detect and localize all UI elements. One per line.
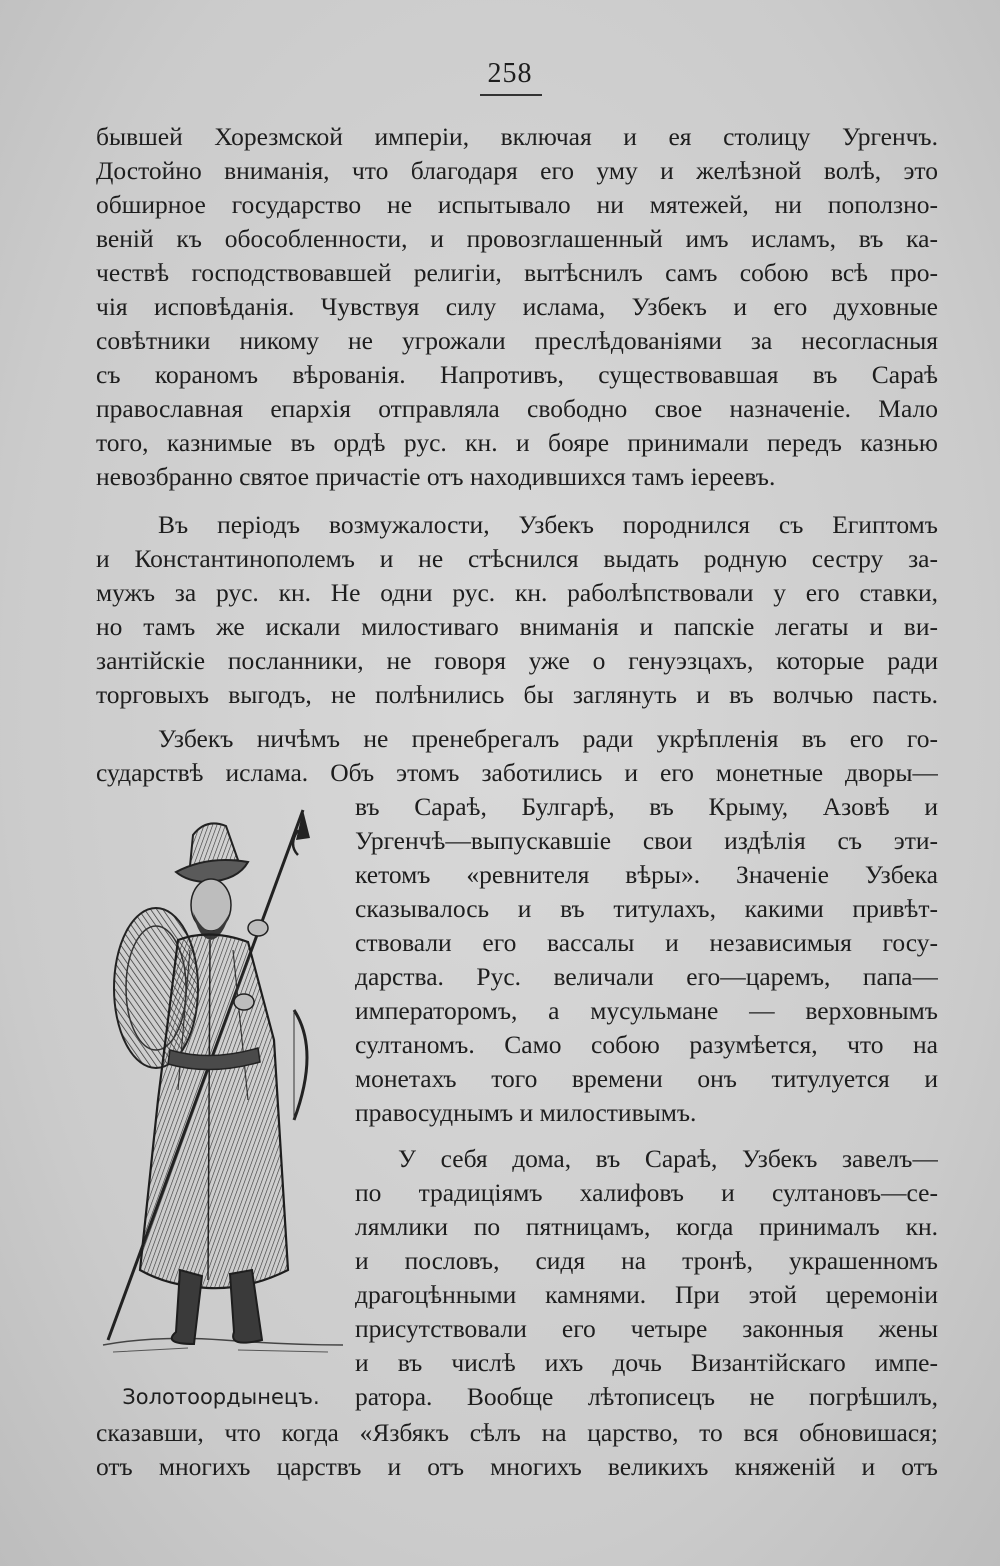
text-line: У себя дома, въ Сараѣ, Узбекъ завелъ— [398,1144,938,1173]
text-line: обширное государство не испытывало ни мятежей, ни поползно- [96,190,938,219]
text-line: но тамъ же искали милостиваго вниманія и папскіе легаты и ви- [96,612,938,641]
text-line: монетахъ того времени онъ титулуется и [355,1064,938,1093]
text-line: Въ періодъ возмужалости, Узбекъ породнился съ Египтомъ [158,510,938,539]
text-line: драгоцѣнными камнями. При этой церемоніи [355,1280,938,1309]
text-line: веній къ обособленности, и провозглашенный имъ исламъ, въ ка- [96,224,938,253]
text-line: султаномъ. Само собою разумѣется, что на [355,1030,938,1059]
text-line: зантійскіе посланники, не говоря уже о генуэзцахъ, которые ради [96,646,938,675]
text-line: правосуднымъ и милостивымъ. [355,1098,697,1127]
text-line: торговыхъ выгодъ, не полѣнились бы заглянуть и въ волчью пасть. [96,680,938,709]
text-line: Достойно вниманія, что благодаря его уму и желѣзной волѣ, это [96,156,938,185]
warrior-illustration [98,800,350,1370]
text-line: совѣтники никому не угрожали преслѣдованіями за несогласныя [96,326,938,355]
text-line: мужъ за рус. кн. Не одни рус. кн. раболѣпствовали у его ставки, [96,578,938,607]
text-line: дарства. Рус. величали его—царемъ, папа— [355,962,938,991]
text-line: бывшей Хорезмской имперіи, включая и ея столицу Ургенчъ. [96,122,938,151]
text-line: ратора. Вообще лѣтописецъ не погрѣшилъ, [355,1382,938,1411]
text-line: Узбекъ ничѣмъ не пренебрегалъ ради укрѣпленія въ его го- [158,724,938,753]
text-line: сударствѣ ислама. Объ этомъ заботились и его монетные дворы— [96,758,938,787]
figure-caption: Золотоордынецъ. [122,1385,320,1409]
text-line: и Константинополемъ и не стѣснился выдать родную сестру за- [96,544,938,573]
text-line: кетомъ «ревнителя вѣры». Значеніе Узбека [355,860,938,889]
text-line: православная епархія отправляла свободно свое назначеніе. Мало [96,394,938,423]
page-number-underline [480,94,542,96]
text-line: присутствовали его четыре законныя жены [355,1314,938,1343]
text-line: сказавши, что когда «Язбякъ сѣлъ на царство, то вся обновишася; [96,1418,938,1447]
text-line: по традиціямъ халифовъ и султановъ—се- [355,1178,938,1207]
text-line: Ургенчѣ—выпускавшіе свои издѣлія съ эти- [355,826,938,855]
page-number: 258 [487,58,533,89]
text-line: лямлики по пятницамъ, когда принималъ кн. [355,1212,938,1241]
text-line: и пословъ, сидя на тронѣ, украшенномъ [355,1246,938,1275]
text-line: невозбранно святое причастіе отъ находившихся тамъ іереевъ. [96,462,776,491]
text-line: чествѣ господствовавшей религіи, вытѣснилъ самъ собою всѣ про- [96,258,938,287]
text-line: и въ числѣ ихъ дочь Византійскаго импе- [355,1348,938,1377]
text-line: императоромъ, а мусульмане — верховнымъ [355,996,938,1025]
text-line: того, казнимые въ ордѣ рус. кн. и бояре принимали передъ казнью [96,428,938,457]
text-line: сказывалось и въ титулахъ, какими привѣт- [355,894,938,923]
text-line: съ кораномъ вѣрованія. Напротивъ, существовавшая въ Сараѣ [96,360,938,389]
golden-horde-warrior-engraving-icon [98,800,350,1370]
text-line: въ Сараѣ, Булгарѣ, въ Крыму, Азовѣ и [355,792,938,821]
text-line: ствовали его вассалы и независимыя госу- [355,928,938,957]
text-line: отъ многихъ царствъ и отъ многихъ великихъ княженій и отъ [96,1452,938,1481]
text-line: чія исповѣданія. Чувствуя силу ислама, Узбекъ и его духовные [96,292,938,321]
